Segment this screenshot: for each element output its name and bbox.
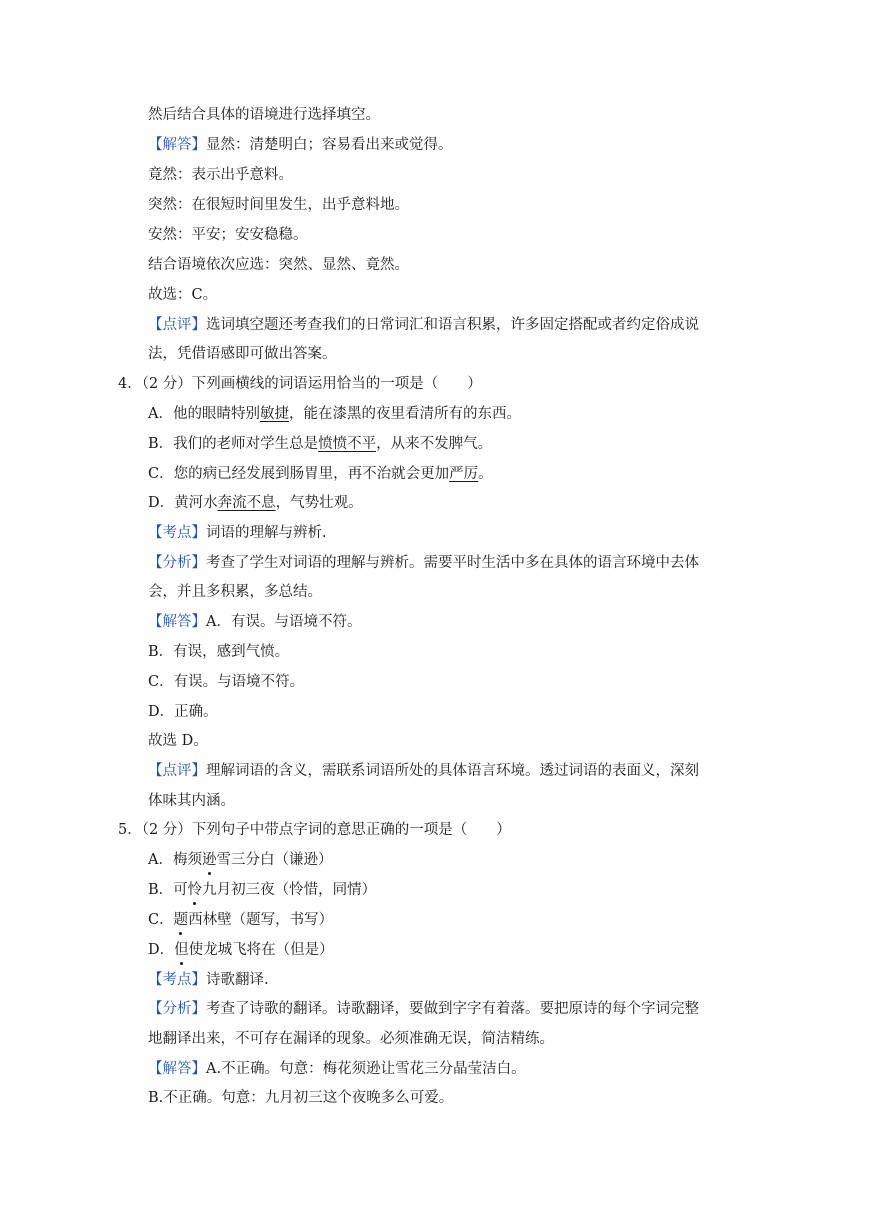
underlined-word: 愤愤不平 bbox=[318, 436, 377, 452]
fenxi-line: 【分析】考查了诗歌的翻译。诗歌翻译，要做到字字有着落。要把原诗的每个字词完整 bbox=[148, 1001, 699, 1017]
text-line: D．正确。 bbox=[148, 704, 218, 720]
section-tag: 【分析】 bbox=[148, 555, 206, 571]
dotted-char: 但 bbox=[174, 942, 189, 958]
dotted-char: 题 bbox=[173, 912, 189, 928]
question-4-option-a: A．他的眼睛特别敏捷，能在漆黑的夜里看清所有的东西。 bbox=[148, 406, 521, 422]
answer-line: 【解答】显然：清楚明白；容易看出来或觉得。 bbox=[148, 137, 453, 153]
kaodian-line: 【考点】词语的理解与辨析. bbox=[148, 525, 327, 541]
underlined-word: 敏捷 bbox=[259, 406, 289, 422]
section-tag: 【考点】 bbox=[148, 525, 206, 541]
section-tag: 【点评】 bbox=[148, 317, 206, 333]
question-5-option-c: C．题西林壁（题写，书写） bbox=[148, 912, 334, 928]
text-line: 然后结合具体的语境进行选择填空。 bbox=[148, 107, 380, 123]
question-5-option-d: D．但使龙城飞将在（但是） bbox=[148, 942, 334, 958]
text-line: 地翻译出来，不可存在漏译的现象。必须准确无误，简洁精练。 bbox=[148, 1031, 554, 1047]
question-5-stem: 5．（2 分）下列句子中带点字词的意思正确的一项是（ ） bbox=[118, 822, 511, 838]
text-line: 竟然：表示出乎意料。 bbox=[148, 167, 293, 183]
section-tag: 【解答】 bbox=[148, 1061, 206, 1077]
text-line: 体味其内涵。 bbox=[148, 793, 235, 809]
text-line: 法，凭借语感即可做出答案。 bbox=[148, 346, 337, 362]
comment-line: 【点评】理解词语的含义，需联系词语所处的具体语言环境。透过词语的表面义，深刻 bbox=[148, 763, 699, 779]
section-tag: 【点评】 bbox=[148, 763, 206, 779]
question-4-option-d: D．黄河水奔流不息，气势壮观。 bbox=[148, 495, 363, 511]
section-tag: 【分析】 bbox=[148, 1001, 206, 1017]
text-line: 安然：平安；安安稳稳。 bbox=[148, 227, 308, 243]
text-line: C．有误。与语境不符。 bbox=[148, 674, 305, 690]
section-tag: 【解答】 bbox=[148, 137, 206, 153]
question-5-option-a: A．梅须逊雪三分白（谦逊） bbox=[148, 852, 333, 868]
text-line: B．有误，感到气愤。 bbox=[148, 644, 290, 660]
section-tag: 【考点】 bbox=[148, 972, 206, 988]
text-line: 突然：在很短时间里发生，出乎意料地。 bbox=[148, 197, 409, 213]
question-4-option-c: C．您的病已经发展到肠胃里，再不治就会更加严厉。 bbox=[148, 466, 493, 482]
comment-line: 【点评】选词填空题还考查我们的日常词汇和语言积累，许多固定搭配或者约定俗成说 bbox=[148, 317, 699, 333]
section-tag: 【解答】 bbox=[148, 614, 206, 630]
dotted-char: 怜 bbox=[187, 882, 203, 898]
answer-line: 【解答】A.不正确。句意：梅花须逊让雪花三分晶莹洁白。 bbox=[148, 1061, 526, 1077]
underlined-word: 奔流不息 bbox=[217, 495, 276, 511]
text-line: 故选：C。 bbox=[148, 287, 218, 303]
question-5-option-b: B．可怜九月初三夜（怜惜，同情） bbox=[148, 882, 377, 898]
underlined-word: 严厉 bbox=[449, 466, 479, 482]
fenxi-line: 【分析】考查了学生对词语的理解与辨析。需要平时生活中多在具体的语言环境中去体 bbox=[148, 555, 699, 571]
dotted-char: 逊 bbox=[201, 852, 217, 868]
answer-line: 【解答】A．有误。与语境不符。 bbox=[148, 614, 362, 630]
question-4-option-b: B．我们的老师对学生总是愤愤不平，从来不发脾气。 bbox=[148, 436, 493, 452]
text-line: 会，并且多积累，多总结。 bbox=[148, 584, 322, 600]
text-line: 故选 D。 bbox=[148, 733, 208, 749]
text-line: 结合语境依次应选：突然、显然、竟然。 bbox=[148, 257, 409, 273]
text-line: B.不正确。句意：九月初三这个夜晚多么可爱。 bbox=[148, 1090, 454, 1106]
kaodian-line: 【考点】诗歌翻译. bbox=[148, 972, 269, 988]
question-4-stem: 4．（2 分）下列画横线的词语运用恰当的一项是（ ） bbox=[118, 376, 482, 392]
